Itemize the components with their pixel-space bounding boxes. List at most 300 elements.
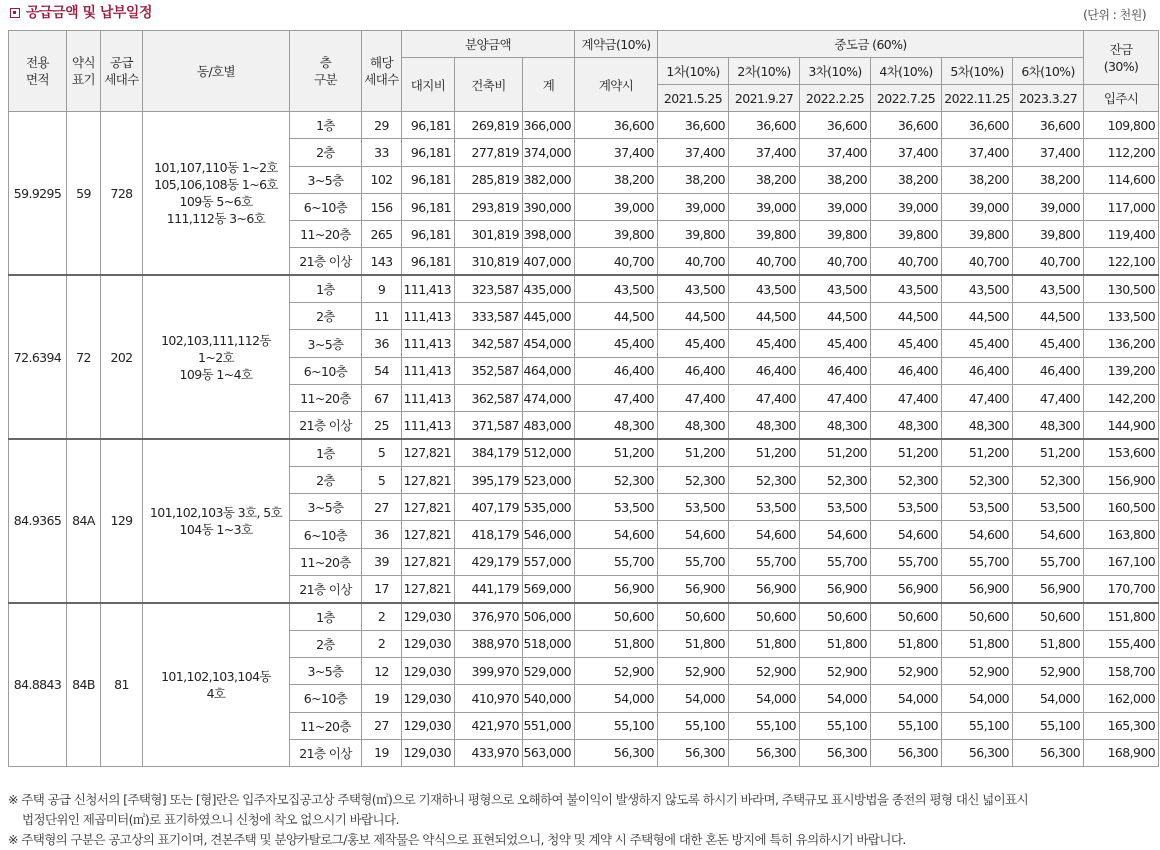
cell-supply: 129 (101, 439, 143, 603)
cell-build: 376,970 (455, 603, 523, 630)
cell-installment-3: 44,500 (800, 303, 871, 330)
cell-installment-6: 38,200 (1013, 166, 1084, 193)
cell-installment-4: 39,000 (871, 193, 942, 220)
cell-buildings: 101,107,110동 1~2호 105,106,108동 1~6호 109동 5~6호 111,112동 3~6호 (143, 112, 290, 276)
cell-total: 506,000 (523, 603, 575, 630)
cell-deposit: 54,600 (575, 521, 658, 548)
cell-total: 563,000 (523, 739, 575, 766)
cell-installment-1: 52,900 (658, 657, 729, 684)
cell-installment-1: 50,600 (658, 603, 729, 630)
cell-floor: 21층 이상 (290, 739, 362, 766)
cell-installment-1: 39,000 (658, 193, 729, 220)
cell-units: 25 (362, 412, 402, 439)
cell-installment-2: 55,700 (729, 548, 800, 575)
cell-floor: 3~5층 (290, 166, 362, 193)
cell-total: 407,000 (523, 248, 575, 275)
cell-floor: 3~5층 (290, 657, 362, 684)
cell-installment-2: 43,500 (729, 275, 800, 302)
cell-installment-5: 48,300 (942, 412, 1013, 439)
cell-land: 127,821 (402, 439, 455, 466)
cell-installment-2: 56,300 (729, 739, 800, 766)
cell-total: 454,000 (523, 330, 575, 357)
cell-installment-4: 56,900 (871, 576, 942, 603)
cell-units: 156 (362, 193, 402, 220)
cell-land: 127,821 (402, 494, 455, 521)
cell-installment-5: 56,900 (942, 576, 1013, 603)
cell-floor: 3~5층 (290, 330, 362, 357)
cell-build: 388,970 (455, 630, 523, 657)
price-table (8, 30, 1159, 767)
cell-land: 96,181 (402, 221, 455, 248)
cell-land: 96,181 (402, 248, 455, 275)
cell-installment-2: 39,800 (729, 221, 800, 248)
cell-deposit: 46,400 (575, 357, 658, 384)
cell-installment-1: 52,300 (658, 466, 729, 493)
table-row (9, 275, 1159, 302)
cell-build: 410,970 (455, 685, 523, 712)
cell-installment-2: 37,400 (729, 139, 800, 166)
cell-installment-2: 50,600 (729, 603, 800, 630)
cell-balance: 133,500 (1084, 303, 1159, 330)
col-inst-6-date: 2023.3.27 (1013, 85, 1084, 112)
col-inst-5-date: 2022.11.25 (942, 85, 1013, 112)
cell-installment-1: 47,400 (658, 384, 729, 411)
table-row (9, 603, 1159, 630)
cell-installment-5: 54,600 (942, 521, 1013, 548)
cell-floor: 11~20층 (290, 221, 362, 248)
cell-units: 36 (362, 521, 402, 548)
table-header (9, 31, 1159, 112)
table-row (9, 112, 1159, 139)
cell-installment-2: 51,800 (729, 630, 800, 657)
cell-installment-6: 55,100 (1013, 712, 1084, 739)
cell-deposit: 39,000 (575, 193, 658, 220)
cell-installment-2: 55,100 (729, 712, 800, 739)
cell-installment-3: 45,400 (800, 330, 871, 357)
cell-total: 435,000 (523, 275, 575, 302)
cell-installment-3: 38,200 (800, 166, 871, 193)
cell-land: 96,181 (402, 112, 455, 139)
col-inst-4-date: 2022.7.25 (871, 85, 942, 112)
cell-installment-2: 48,300 (729, 412, 800, 439)
cell-installment-3: 53,500 (800, 494, 871, 521)
cell-balance: 153,600 (1084, 439, 1159, 466)
cell-installment-1: 45,400 (658, 330, 729, 357)
cell-build: 342,587 (455, 330, 523, 357)
cell-installment-1: 51,200 (658, 439, 729, 466)
col-area: 전용 면적 (9, 31, 67, 112)
cell-land: 96,181 (402, 139, 455, 166)
col-inst-2-date: 2021.9.27 (729, 85, 800, 112)
cell-installment-1: 37,400 (658, 139, 729, 166)
cell-land: 111,413 (402, 303, 455, 330)
cell-balance: 165,300 (1084, 712, 1159, 739)
cell-installment-5: 52,300 (942, 466, 1013, 493)
cell-floor: 2층 (290, 303, 362, 330)
cell-installment-6: 39,800 (1013, 221, 1084, 248)
cell-floor: 6~10층 (290, 357, 362, 384)
cell-supply: 202 (101, 275, 143, 439)
col-inst-3: 3차(10%) (800, 58, 871, 85)
cell-floor: 1층 (290, 439, 362, 466)
cell-area: 84.8843 (9, 603, 67, 767)
col-units: 해당 세대수 (362, 31, 402, 112)
cell-balance: 114,600 (1084, 166, 1159, 193)
cell-deposit: 40,700 (575, 248, 658, 275)
cell-installment-5: 37,400 (942, 139, 1013, 166)
cell-floor: 2층 (290, 466, 362, 493)
cell-installment-6: 53,500 (1013, 494, 1084, 521)
cell-installment-2: 46,400 (729, 357, 800, 384)
cell-installment-6: 56,300 (1013, 739, 1084, 766)
cell-floor: 21층 이상 (290, 248, 362, 275)
cell-installment-3: 39,000 (800, 193, 871, 220)
cell-total: 398,000 (523, 221, 575, 248)
cell-land: 111,413 (402, 384, 455, 411)
cell-installment-6: 50,600 (1013, 603, 1084, 630)
cell-units: 102 (362, 166, 402, 193)
cell-installment-2: 44,500 (729, 303, 800, 330)
cell-installment-4: 47,400 (871, 384, 942, 411)
cell-installment-3: 52,900 (800, 657, 871, 684)
cell-land: 129,030 (402, 739, 455, 766)
cell-floor: 21층 이상 (290, 576, 362, 603)
cell-units: 11 (362, 303, 402, 330)
cell-installment-1: 51,800 (658, 630, 729, 657)
cell-installment-4: 51,800 (871, 630, 942, 657)
cell-balance: 155,400 (1084, 630, 1159, 657)
cell-installment-5: 51,200 (942, 439, 1013, 466)
col-supply: 공급 세대수 (101, 31, 143, 112)
cell-units: 39 (362, 548, 402, 575)
cell-balance: 112,200 (1084, 139, 1159, 166)
cell-installment-6: 43,500 (1013, 275, 1084, 302)
cell-installment-5: 39,800 (942, 221, 1013, 248)
cell-installment-4: 51,200 (871, 439, 942, 466)
cell-land: 127,821 (402, 548, 455, 575)
cell-installment-5: 50,600 (942, 603, 1013, 630)
cell-units: 17 (362, 576, 402, 603)
cell-installment-4: 48,300 (871, 412, 942, 439)
cell-installment-4: 52,900 (871, 657, 942, 684)
cell-installment-6: 47,400 (1013, 384, 1084, 411)
cell-installment-3: 51,800 (800, 630, 871, 657)
footnote-1-cont: 법정단위인 제곱미터(㎡)로 표기하였으니 신청에 착오 없으시기 바랍니다. (22, 812, 399, 827)
cell-installment-4: 50,600 (871, 603, 942, 630)
cell-total: 483,000 (523, 412, 575, 439)
cell-total: 569,000 (523, 576, 575, 603)
cell-installment-1: 56,300 (658, 739, 729, 766)
cell-balance: 158,700 (1084, 657, 1159, 684)
cell-balance: 168,900 (1084, 739, 1159, 766)
cell-balance: 151,800 (1084, 603, 1159, 630)
cell-deposit: 56,900 (575, 576, 658, 603)
cell-installment-2: 53,500 (729, 494, 800, 521)
cell-installment-2: 54,600 (729, 521, 800, 548)
cell-deposit: 52,300 (575, 466, 658, 493)
cell-build: 429,179 (455, 548, 523, 575)
col-floor: 층 구분 (290, 31, 362, 112)
cell-installment-5: 47,400 (942, 384, 1013, 411)
cell-units: 36 (362, 330, 402, 357)
cell-floor: 2층 (290, 630, 362, 657)
cell-floor: 11~20층 (290, 712, 362, 739)
cell-deposit: 36,600 (575, 112, 658, 139)
cell-units: 19 (362, 739, 402, 766)
cell-balance: 167,100 (1084, 548, 1159, 575)
cell-installment-1: 46,400 (658, 357, 729, 384)
cell-balance: 144,900 (1084, 412, 1159, 439)
cell-installment-4: 46,400 (871, 357, 942, 384)
cell-deposit: 55,100 (575, 712, 658, 739)
cell-installment-2: 45,400 (729, 330, 800, 357)
cell-build: 269,819 (455, 112, 523, 139)
cell-build: 293,819 (455, 193, 523, 220)
cell-build: 418,179 (455, 521, 523, 548)
cell-units: 143 (362, 248, 402, 275)
cell-installment-6: 48,300 (1013, 412, 1084, 439)
cell-installment-5: 36,600 (942, 112, 1013, 139)
cell-build: 301,819 (455, 221, 523, 248)
cell-installment-4: 44,500 (871, 303, 942, 330)
cell-floor: 2층 (290, 139, 362, 166)
cell-supply: 81 (101, 603, 143, 767)
cell-total: 557,000 (523, 548, 575, 575)
cell-total: 551,000 (523, 712, 575, 739)
cell-deposit: 47,400 (575, 384, 658, 411)
cell-installment-3: 52,300 (800, 466, 871, 493)
cell-units: 29 (362, 112, 402, 139)
col-building: 동/호별 (143, 31, 290, 112)
cell-deposit: 54,000 (575, 685, 658, 712)
cell-installment-4: 56,300 (871, 739, 942, 766)
cell-installment-1: 43,500 (658, 275, 729, 302)
cell-installment-4: 53,500 (871, 494, 942, 521)
cell-abbr: 84A (67, 439, 101, 603)
cell-balance: 170,700 (1084, 576, 1159, 603)
col-inst-2: 2차(10%) (729, 58, 800, 85)
col-inst-5: 5차(10%) (942, 58, 1013, 85)
cell-floor: 1층 (290, 112, 362, 139)
cell-total: 512,000 (523, 439, 575, 466)
cell-units: 12 (362, 657, 402, 684)
cell-installment-4: 36,600 (871, 112, 942, 139)
cell-installment-2: 39,000 (729, 193, 800, 220)
cell-balance: 130,500 (1084, 275, 1159, 302)
cell-installment-2: 38,200 (729, 166, 800, 193)
col-balance: 잔금 (30%) (1084, 31, 1159, 85)
cell-supply: 728 (101, 112, 143, 276)
footnote-2: ※ 주택형의 구분은 공고상의 표기이며, 견본주택 및 분양카탈로그/홍보 제작물은 약식으로 표현되었으니, 청약 및 계약 시 주택형에 대한 혼돈 방지에 특히 유의하시기 바랍니다. (8, 832, 906, 847)
col-inst-1: 1차(10%) (658, 58, 729, 85)
cell-balance: 119,400 (1084, 221, 1159, 248)
cell-units: 2 (362, 603, 402, 630)
unit-note: (단위 : 천원) (1083, 8, 1146, 22)
cell-balance: 139,200 (1084, 357, 1159, 384)
cell-installment-6: 54,000 (1013, 685, 1084, 712)
cell-balance: 122,100 (1084, 248, 1159, 275)
cell-floor: 1층 (290, 603, 362, 630)
cell-build: 384,179 (455, 439, 523, 466)
cell-installment-5: 55,100 (942, 712, 1013, 739)
cell-floor: 1층 (290, 275, 362, 302)
cell-installment-2: 47,400 (729, 384, 800, 411)
cell-area: 84.9365 (9, 439, 67, 603)
section-title-text: 공급금액 및 납부일정 (26, 5, 152, 21)
cell-build: 277,819 (455, 139, 523, 166)
cell-installment-6: 44,500 (1013, 303, 1084, 330)
cell-abbr: 59 (67, 112, 101, 276)
cell-land: 111,413 (402, 357, 455, 384)
cell-installment-6: 54,600 (1013, 521, 1084, 548)
cell-land: 127,821 (402, 466, 455, 493)
col-middle: 중도금 (60%) (658, 31, 1084, 58)
col-inst-6: 6차(10%) (1013, 58, 1084, 85)
cell-deposit: 51,200 (575, 439, 658, 466)
cell-installment-1: 53,500 (658, 494, 729, 521)
cell-total: 546,000 (523, 521, 575, 548)
cell-units: 27 (362, 712, 402, 739)
footnotes (8, 790, 1158, 850)
cell-installment-1: 54,600 (658, 521, 729, 548)
cell-deposit: 43,500 (575, 275, 658, 302)
cell-total: 535,000 (523, 494, 575, 521)
cell-units: 27 (362, 494, 402, 521)
cell-installment-1: 39,800 (658, 221, 729, 248)
cell-installment-6: 40,700 (1013, 248, 1084, 275)
cell-installment-4: 52,300 (871, 466, 942, 493)
cell-area: 59.9295 (9, 112, 67, 276)
cell-build: 285,819 (455, 166, 523, 193)
cell-installment-5: 44,500 (942, 303, 1013, 330)
col-total: 계 (523, 58, 575, 112)
cell-total: 523,000 (523, 466, 575, 493)
cell-deposit: 50,600 (575, 603, 658, 630)
cell-deposit: 48,300 (575, 412, 658, 439)
cell-installment-5: 55,700 (942, 548, 1013, 575)
cell-build: 433,970 (455, 739, 523, 766)
cell-floor: 6~10층 (290, 685, 362, 712)
cell-installment-4: 55,700 (871, 548, 942, 575)
cell-total: 445,000 (523, 303, 575, 330)
cell-floor: 6~10층 (290, 193, 362, 220)
cell-land: 129,030 (402, 712, 455, 739)
cell-total: 382,000 (523, 166, 575, 193)
cell-installment-5: 39,000 (942, 193, 1013, 220)
col-deposit-when: 계약시 (575, 58, 658, 112)
cell-abbr: 72 (67, 275, 101, 439)
cell-units: 33 (362, 139, 402, 166)
cell-installment-6: 39,000 (1013, 193, 1084, 220)
cell-installment-3: 54,600 (800, 521, 871, 548)
cell-installment-4: 39,800 (871, 221, 942, 248)
cell-balance: 109,800 (1084, 112, 1159, 139)
cell-installment-4: 45,400 (871, 330, 942, 357)
cell-installment-1: 40,700 (658, 248, 729, 275)
cell-deposit: 52,900 (575, 657, 658, 684)
square-bullet-icon (10, 8, 20, 18)
cell-installment-5: 43,500 (942, 275, 1013, 302)
cell-deposit: 37,400 (575, 139, 658, 166)
cell-floor: 11~20층 (290, 548, 362, 575)
cell-installment-6: 55,700 (1013, 548, 1084, 575)
cell-balance: 142,200 (1084, 384, 1159, 411)
col-abbr: 약식 표기 (67, 31, 101, 112)
cell-installment-1: 54,000 (658, 685, 729, 712)
cell-balance: 162,000 (1084, 685, 1159, 712)
cell-installment-5: 46,400 (942, 357, 1013, 384)
col-sale-price: 분양금액 (402, 31, 575, 58)
cell-installment-2: 36,600 (729, 112, 800, 139)
cell-deposit: 45,400 (575, 330, 658, 357)
cell-installment-5: 51,800 (942, 630, 1013, 657)
col-balance-when: 입주시 (1084, 85, 1159, 112)
cell-deposit: 53,500 (575, 494, 658, 521)
cell-floor: 6~10층 (290, 521, 362, 548)
cell-build: 310,819 (455, 248, 523, 275)
cell-units: 67 (362, 384, 402, 411)
cell-installment-4: 38,200 (871, 166, 942, 193)
cell-balance: 163,800 (1084, 521, 1159, 548)
cell-deposit: 39,800 (575, 221, 658, 248)
cell-total: 374,000 (523, 139, 575, 166)
cell-buildings: 101,102,103동 3호, 5호 104동 1~3호 (143, 439, 290, 603)
section-title (10, 2, 152, 24)
cell-build: 323,587 (455, 275, 523, 302)
cell-installment-1: 55,100 (658, 712, 729, 739)
cell-installment-4: 43,500 (871, 275, 942, 302)
cell-installment-3: 51,200 (800, 439, 871, 466)
cell-total: 390,000 (523, 193, 575, 220)
cell-installment-1: 48,300 (658, 412, 729, 439)
cell-build: 421,970 (455, 712, 523, 739)
cell-installment-6: 52,900 (1013, 657, 1084, 684)
cell-deposit: 44,500 (575, 303, 658, 330)
cell-installment-2: 56,900 (729, 576, 800, 603)
cell-area: 72.6394 (9, 275, 67, 439)
cell-installment-3: 36,600 (800, 112, 871, 139)
cell-units: 265 (362, 221, 402, 248)
cell-installment-3: 47,400 (800, 384, 871, 411)
col-deposit: 계약금(10%) (575, 31, 658, 58)
cell-installment-3: 56,900 (800, 576, 871, 603)
cell-build: 333,587 (455, 303, 523, 330)
cell-installment-4: 37,400 (871, 139, 942, 166)
cell-deposit: 51,800 (575, 630, 658, 657)
cell-installment-6: 37,400 (1013, 139, 1084, 166)
cell-installment-1: 36,600 (658, 112, 729, 139)
cell-total: 518,000 (523, 630, 575, 657)
cell-units: 5 (362, 439, 402, 466)
cell-installment-6: 46,400 (1013, 357, 1084, 384)
cell-land: 127,821 (402, 521, 455, 548)
cell-build: 441,179 (455, 576, 523, 603)
cell-installment-3: 46,400 (800, 357, 871, 384)
cell-land: 129,030 (402, 685, 455, 712)
cell-land: 111,413 (402, 275, 455, 302)
table-body (9, 112, 1159, 767)
cell-buildings: 102,103,111,112동 1~2호 109동 1~4호 (143, 275, 290, 439)
col-inst-3-date: 2022.2.25 (800, 85, 871, 112)
cell-total: 529,000 (523, 657, 575, 684)
table-row (9, 439, 1159, 466)
cell-land: 129,030 (402, 603, 455, 630)
cell-installment-1: 55,700 (658, 548, 729, 575)
cell-installment-2: 52,300 (729, 466, 800, 493)
cell-total: 540,000 (523, 685, 575, 712)
cell-installment-4: 54,000 (871, 685, 942, 712)
cell-land: 111,413 (402, 412, 455, 439)
